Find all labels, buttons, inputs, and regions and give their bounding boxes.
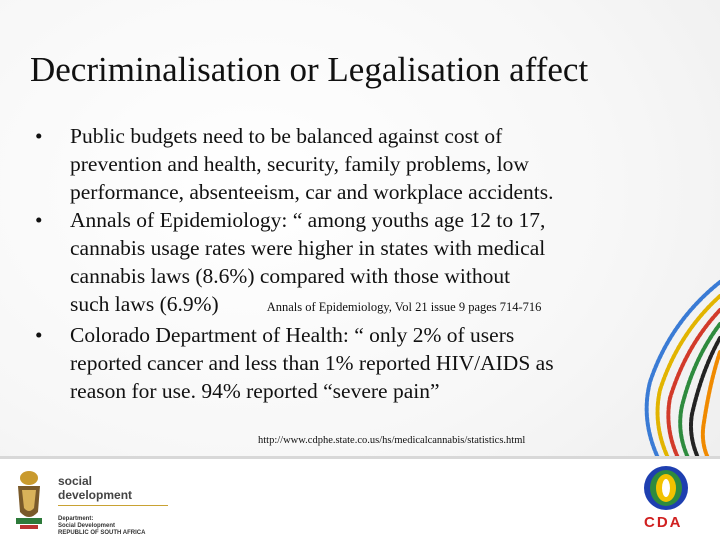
logo-line: Social Development bbox=[58, 523, 116, 529]
bullet-line: performance, absenteeism, car and workplace accidents. bbox=[70, 180, 554, 204]
bullet-list bbox=[22, 122, 682, 405]
bullet-marker: • bbox=[35, 124, 43, 148]
slide-title: Decriminalisation or Legalisation affect bbox=[30, 50, 589, 89]
source-url: http://www.cdphe.state.co.us/hs/medicalcannabis/statistics.html bbox=[258, 435, 526, 446]
bullet-marker: • bbox=[35, 323, 43, 347]
bullet-line: cannabis usage rates were higher in states with medical bbox=[70, 236, 546, 260]
bullet-line: Annals of Epidemiology: “ among youths age 12 to 17, bbox=[70, 208, 546, 232]
bullet-line: such laws (6.9%) bbox=[70, 292, 219, 316]
bullet-marker: • bbox=[35, 208, 43, 232]
bullet-item bbox=[22, 206, 682, 321]
bullet-line: Public budgets need to be balanced against cost of bbox=[70, 124, 503, 148]
bullet-item bbox=[22, 321, 682, 405]
logo-name: social development bbox=[58, 474, 168, 506]
cda-label: CDA bbox=[644, 514, 683, 531]
footer-divider bbox=[0, 456, 720, 459]
bullet-line: reported cancer and less than 1% reported HIV/AIDS as bbox=[70, 351, 554, 375]
bullet-line: prevention and health, security, family problems, low bbox=[70, 152, 529, 176]
logo-line: Department: bbox=[58, 516, 94, 522]
bullet-item bbox=[22, 122, 682, 206]
bullet-line: reason for use. 94% reported “severe pain” bbox=[70, 379, 440, 403]
bullet-line: Colorado Department of Health: “ only 2% of users bbox=[70, 323, 515, 347]
department-logo bbox=[58, 474, 168, 537]
coat-of-arms-icon bbox=[12, 468, 46, 532]
citation: Annals of Epidemiology, Vol 21 issue 9 pages 714-716 bbox=[266, 300, 542, 314]
bullet-line-with-citation bbox=[70, 290, 682, 321]
logo-line: REPUBLIC OF SOUTH AFRICA bbox=[58, 530, 146, 536]
bullet-line: cannabis laws (8.6%) compared with those without bbox=[70, 264, 511, 288]
beadwork-decoration-icon bbox=[630, 262, 720, 462]
